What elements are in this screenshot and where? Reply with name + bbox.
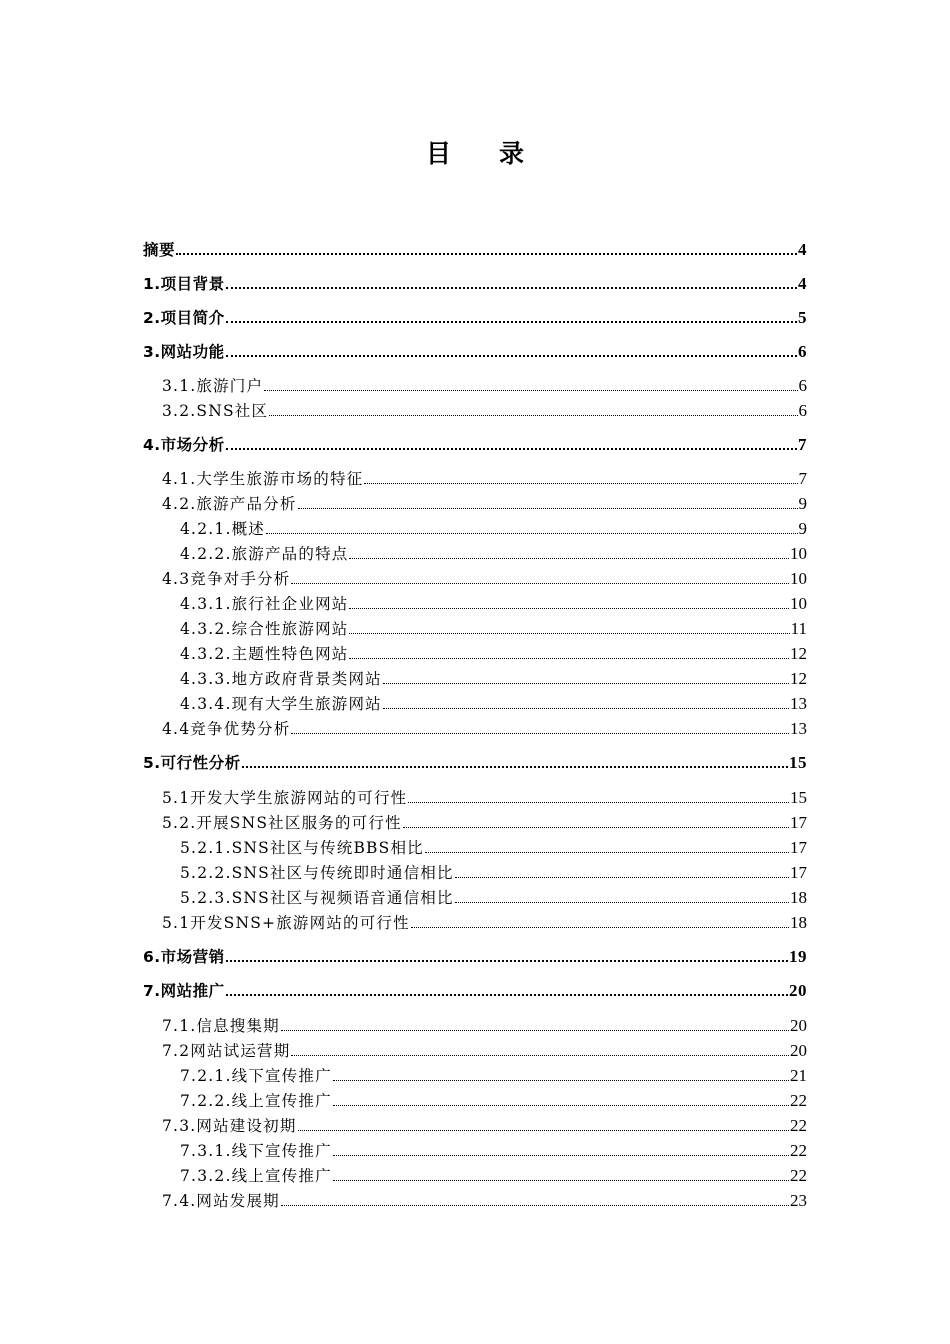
toc-entry[interactable]	[162, 715, 807, 739]
toc-entry-label: 7.4.网站发展期	[162, 1192, 280, 1210]
toc-dot-leader	[176, 252, 797, 255]
toc-entry[interactable]	[180, 665, 807, 689]
toc-entry[interactable]	[162, 1187, 807, 1211]
toc-dot-leader	[333, 1154, 789, 1156]
toc-entry-page-number: 9	[798, 519, 807, 538]
toc-entry[interactable]	[180, 690, 807, 714]
toc-dot-leader	[411, 926, 789, 928]
toc-entry-page-number: 20	[790, 1016, 807, 1035]
toc-entry[interactable]	[143, 338, 807, 362]
toc-entry[interactable]	[143, 304, 807, 328]
toc-entry-page-number: 13	[790, 719, 807, 738]
toc-entry-page-number: 17	[790, 813, 807, 832]
toc-entry-label: 4.2.1.概述	[180, 520, 265, 538]
toc-entry[interactable]	[143, 977, 807, 1001]
toc-dot-leader	[383, 707, 789, 709]
toc-entry-label: 3.网站功能	[143, 343, 225, 361]
toc-dot-leader	[349, 657, 789, 659]
toc-entry-label: 7.1.信息搜集期	[162, 1017, 280, 1035]
toc-entry-page-number: 22	[790, 1091, 807, 1110]
toc-entry-page-number: 18	[790, 888, 807, 907]
toc-entry-page-number: 4	[798, 274, 807, 293]
toc-entry[interactable]	[162, 1012, 807, 1036]
toc-dot-leader	[298, 1129, 789, 1131]
toc-entry-label: 5.2.3.SNS社区与视频语音通信相比	[180, 889, 454, 907]
toc-entry-label: 5.1开发大学生旅游网站的可行性	[162, 789, 408, 807]
toc-entry-page-number: 17	[790, 838, 807, 857]
toc-entry-label: 4.1.大学生旅游市场的特征	[162, 470, 364, 488]
toc-entry-label: 7.3.网站建设初期	[162, 1117, 297, 1135]
toc-entry-page-number: 17	[790, 863, 807, 882]
toc-entry-page-number: 6	[798, 401, 807, 420]
toc-entry-page-number: 19	[789, 947, 807, 966]
toc-entry-label: 4.2.2.旅游产品的特点	[180, 545, 349, 563]
toc-entry-page-number: 6	[798, 342, 807, 361]
toc-entry-label: 6.市场营销	[143, 948, 225, 966]
toc-entry-page-number: 10	[790, 594, 807, 613]
toc-dot-leader	[425, 851, 789, 853]
toc-entry-page-number: 10	[790, 544, 807, 563]
toc-dot-leader	[298, 507, 798, 509]
toc-entry-label: 7.2.1.线下宣传推广	[180, 1067, 332, 1085]
toc-entry-label: 4.4竞争优势分析	[162, 720, 291, 738]
toc-dot-leader	[242, 765, 788, 768]
toc-dot-leader	[403, 826, 789, 828]
toc-entry[interactable]	[180, 859, 807, 883]
toc-dot-leader	[281, 1029, 789, 1031]
toc-entry[interactable]	[180, 834, 807, 858]
toc-entry-label: 7.2网站试运营期	[162, 1042, 291, 1060]
toc-entry-page-number: 9	[798, 494, 807, 513]
toc-dot-leader	[291, 582, 789, 584]
toc-dot-leader	[226, 286, 797, 289]
toc-dot-leader	[291, 732, 789, 734]
toc-entry-label: 4.3.2.主题性特色网站	[180, 645, 349, 663]
toc-entry-page-number: 22	[790, 1166, 807, 1185]
toc-entry-page-number: 6	[798, 376, 807, 395]
toc-entry-page-number: 7	[798, 435, 807, 454]
toc-dot-leader	[226, 447, 797, 450]
toc-entry-label: 4.3.4.现有大学生旅游网站	[180, 695, 382, 713]
toc-entry-page-number: 12	[790, 644, 807, 663]
toc-dot-leader	[364, 482, 797, 484]
toc-entry-label: 7.3.1.线下宣传推广	[180, 1142, 332, 1160]
toc-entry[interactable]	[143, 431, 807, 455]
toc-entry-page-number: 23	[790, 1191, 807, 1210]
toc-dot-leader	[333, 1104, 789, 1106]
toc-entry[interactable]	[162, 809, 807, 833]
toc-entry[interactable]	[162, 1112, 807, 1136]
toc-entry[interactable]	[162, 372, 807, 396]
toc-entry[interactable]	[143, 749, 807, 773]
toc-entry-page-number: 10	[790, 569, 807, 588]
toc-entry-page-number: 13	[790, 694, 807, 713]
toc-entry-label: 7.3.2.线上宣传推广	[180, 1167, 332, 1185]
toc-entry[interactable]	[180, 1087, 807, 1111]
toc-entry[interactable]	[180, 640, 807, 664]
toc-entry[interactable]	[162, 784, 807, 808]
toc-dot-leader	[226, 320, 797, 323]
toc-entry-label: 5.2.1.SNS社区与传统BBS相比	[180, 839, 424, 857]
page-title	[0, 132, 950, 172]
toc-dot-leader	[408, 801, 789, 803]
toc-entry-label: 摘要	[143, 241, 176, 259]
toc-entry-page-number: 4	[798, 240, 807, 259]
toc-entry[interactable]	[180, 590, 807, 614]
toc-entry-page-number: 21	[790, 1066, 807, 1085]
toc-entry-label: 4.3.2.综合性旅游网站	[180, 620, 349, 638]
toc-dot-leader	[264, 389, 797, 391]
toc-entry-label: 4.3.3.地方政府背景类网站	[180, 670, 382, 688]
toc-entry-label: 5.2.2.SNS社区与传统即时通信相比	[180, 864, 454, 882]
toc-entry[interactable]	[180, 540, 807, 564]
toc-dot-leader	[269, 414, 797, 416]
toc-dot-leader	[349, 557, 789, 559]
toc-dot-leader	[291, 1054, 789, 1056]
toc-entry-page-number: 5	[798, 308, 807, 327]
toc-entry-page-number: 20	[790, 1041, 807, 1060]
toc-dot-leader	[455, 901, 789, 903]
toc-entry-label: 4.3.1.旅行社企业网站	[180, 595, 349, 613]
toc-entry-page-number: 22	[790, 1141, 807, 1160]
title-char-2: 录	[499, 139, 525, 168]
toc-entry[interactable]	[162, 909, 807, 933]
toc-entry-label: 3.2.SNS社区	[162, 402, 269, 420]
title-char-1: 目	[425, 139, 451, 168]
toc-entry-label: 4.3竞争对手分析	[162, 570, 291, 588]
toc-dot-leader	[333, 1079, 789, 1081]
toc-entry-page-number: 15	[790, 788, 807, 807]
toc-entry-page-number: 12	[790, 669, 807, 688]
toc-dot-leader	[349, 607, 789, 609]
toc-entry-page-number: 18	[790, 913, 807, 932]
toc-entry-label: 5.1开发SNS+旅游网站的可行性	[162, 914, 410, 932]
toc-entry[interactable]	[143, 236, 807, 260]
toc-entry[interactable]	[162, 565, 807, 589]
toc-entry-label: 5.可行性分析	[143, 754, 241, 772]
toc-entry[interactable]	[143, 943, 807, 967]
toc-entry-label: 5.2.开展SNS社区服务的可行性	[162, 814, 402, 832]
toc-dot-leader	[226, 959, 788, 962]
toc-dot-leader	[266, 532, 798, 534]
toc-entry-label: 4.2.旅游产品分析	[162, 495, 297, 513]
toc-entry-page-number: 11	[790, 619, 807, 638]
toc-entry-label: 3.1.旅游门户	[162, 377, 264, 395]
toc-entry-page-number: 7	[798, 469, 807, 488]
toc-entry[interactable]	[162, 397, 807, 421]
toc-entry-page-number: 15	[789, 753, 807, 772]
toc-entry-label: 2.项目简介	[143, 309, 225, 327]
toc-entry[interactable]	[162, 465, 807, 489]
toc-entry[interactable]	[180, 884, 807, 908]
toc-entry[interactable]	[162, 1037, 807, 1061]
toc-dot-leader	[281, 1204, 789, 1206]
toc-entry[interactable]	[180, 615, 807, 639]
toc-dot-leader	[455, 876, 789, 878]
toc-entry[interactable]	[180, 1062, 807, 1086]
toc-entry[interactable]	[162, 490, 807, 514]
toc-dot-leader	[383, 682, 789, 684]
toc-dot-leader	[333, 1179, 789, 1181]
toc-entry[interactable]	[180, 1137, 807, 1161]
toc-dot-leader	[349, 632, 789, 634]
toc-entry-page-number: 20	[789, 981, 807, 1000]
toc-entry-label: 4.市场分析	[143, 436, 225, 454]
toc-entry[interactable]	[180, 1162, 807, 1186]
toc-entry-page-number: 22	[790, 1116, 807, 1135]
toc-entry-label: 7.2.2.线上宣传推广	[180, 1092, 332, 1110]
toc-entry-label: 7.网站推广	[143, 982, 225, 1000]
toc-entry[interactable]	[180, 515, 807, 539]
toc-dot-leader	[226, 993, 788, 996]
toc-dot-leader	[226, 354, 797, 357]
toc-entry[interactable]	[143, 270, 807, 294]
toc-entry-label: 1.项目背景	[143, 275, 225, 293]
